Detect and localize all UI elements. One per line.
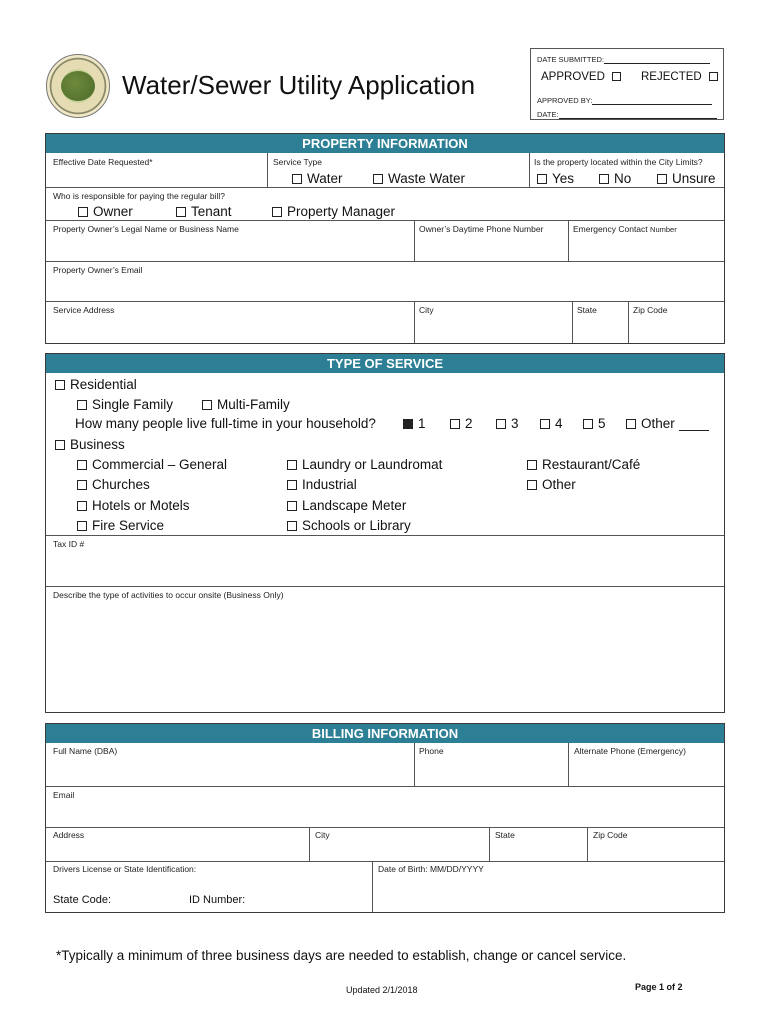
business-other[interactable]: Other: [527, 477, 576, 492]
activities-field[interactable]: [48, 602, 722, 710]
alternate-phone-field[interactable]: [570, 757, 722, 784]
property-information-section: [45, 133, 725, 344]
household-3-checkbox[interactable]: [496, 419, 506, 429]
updated-date: Updated 2/1/2018: [346, 985, 418, 995]
city-limits-label: Is the property located within the City Limits?: [534, 157, 703, 167]
owner-checkbox[interactable]: [78, 207, 88, 217]
rejected-checkbox[interactable]: [709, 72, 718, 81]
owner-name-label: Property Owner’s Legal Name or Business Name: [53, 224, 239, 234]
household-4-checkbox[interactable]: [540, 419, 550, 429]
owner-phone-label: Owner’s Daytime Phone Number: [419, 224, 544, 234]
responsible-property-manager[interactable]: Property Manager: [272, 204, 395, 219]
seal-emblem: [61, 71, 95, 101]
owner-phone-field[interactable]: [416, 234, 566, 259]
billing-state-label: State: [495, 830, 515, 840]
service-address-field[interactable]: [48, 315, 412, 341]
single-family-option[interactable]: Single Family: [77, 397, 173, 412]
state-code-label: State Code:: [53, 894, 112, 906]
household-option-5[interactable]: 5: [583, 416, 606, 431]
billing-phone-field[interactable]: [416, 757, 566, 784]
business-hotels-motels[interactable]: Hotels or Motels: [77, 498, 190, 513]
water-checkbox[interactable]: [292, 174, 302, 184]
page-number: Page 1 of 2: [635, 982, 683, 992]
schools-library-checkbox[interactable]: [287, 521, 297, 531]
type-of-service-heading: TYPE OF SERVICE: [46, 354, 724, 373]
industrial-checkbox[interactable]: [287, 480, 297, 490]
approved-option[interactable]: APPROVED: [541, 71, 626, 83]
business-other-checkbox[interactable]: [527, 480, 537, 490]
owner-name-field[interactable]: [48, 234, 412, 259]
landscape-meter-checkbox[interactable]: [287, 501, 297, 511]
household-option-2[interactable]: 2: [450, 416, 473, 431]
restaurant-cafe-checkbox[interactable]: [527, 460, 537, 470]
approved-by-label: APPROVED BY:: [537, 95, 712, 105]
date-label: DATE:: [537, 109, 717, 119]
tax-id-field[interactable]: [48, 550, 722, 585]
property-city-label: City: [419, 305, 434, 315]
billing-address-field[interactable]: [48, 840, 307, 859]
rejected-option[interactable]: REJECTED: [641, 71, 723, 83]
business-commercial-general[interactable]: Commercial – General: [77, 457, 227, 472]
business-landscape-meter[interactable]: Landscape Meter: [287, 498, 406, 513]
billing-city-field[interactable]: [311, 840, 487, 859]
hotels-motels-checkbox[interactable]: [77, 501, 87, 511]
license-label: Drivers License or State Identification:: [53, 864, 197, 874]
fire-service-checkbox[interactable]: [77, 521, 87, 531]
business-checkbox[interactable]: [55, 440, 65, 450]
service-type-waste-water[interactable]: Waste Water: [373, 171, 465, 186]
unsure-checkbox[interactable]: [657, 174, 667, 184]
tenant-checkbox[interactable]: [176, 207, 186, 217]
approved-checkbox[interactable]: [612, 72, 621, 81]
property-state-field[interactable]: [574, 315, 626, 341]
dob-label: Date of Birth: MM/DD/YYYY: [378, 864, 484, 874]
billing-zip-field[interactable]: [589, 840, 722, 859]
full-name-label: Full Name (DBA): [53, 746, 118, 756]
household-other-checkbox[interactable]: [626, 419, 636, 429]
billing-information-heading: BILLING INFORMATION: [46, 724, 724, 743]
city-limits-no[interactable]: No: [599, 171, 631, 186]
alternate-phone-label: Alternate Phone (Emergency): [574, 746, 686, 756]
multi-family-checkbox[interactable]: [202, 400, 212, 410]
business-fire-service[interactable]: Fire Service: [77, 518, 164, 533]
household-question: How many people live full-time in your household?: [75, 416, 376, 431]
business-churches[interactable]: Churches: [77, 477, 150, 492]
household-option-other[interactable]: Other: [626, 416, 709, 431]
business-schools-library[interactable]: Schools or Library: [287, 518, 411, 533]
responsible-owner[interactable]: Owner: [78, 204, 133, 219]
billing-state-field[interactable]: [491, 840, 585, 859]
multi-family-option[interactable]: Multi-Family: [202, 397, 290, 412]
tax-id-label: Tax ID #: [53, 539, 85, 549]
city-seal-logo: [46, 54, 110, 118]
billing-phone-label: Phone: [419, 746, 444, 756]
date-submitted-label: DATE SUBMITTED:: [537, 54, 710, 64]
business-option[interactable]: Business: [55, 437, 125, 452]
yes-checkbox[interactable]: [537, 174, 547, 184]
owner-email-label: Property Owner’s Email: [53, 265, 143, 275]
household-2-checkbox[interactable]: [450, 419, 460, 429]
billing-address-label: Address: [53, 830, 85, 840]
responsible-tenant[interactable]: Tenant: [176, 204, 232, 219]
residential-option[interactable]: Residential: [55, 377, 137, 392]
office-use-box: [530, 48, 724, 120]
property-zip-label: Zip Code: [633, 305, 668, 315]
single-family-checkbox[interactable]: [77, 400, 87, 410]
churches-checkbox[interactable]: [77, 480, 87, 490]
emergency-contact-label: Emergency Contact Number: [573, 224, 677, 234]
type-of-service-section: [45, 353, 725, 713]
city-limits-yes[interactable]: Yes: [537, 171, 574, 186]
city-limits-unsure[interactable]: Unsure: [657, 171, 716, 186]
responsible-label: Who is responsible for paying the regular bill?: [53, 191, 225, 201]
footer-note: *Typically a minimum of three business days are needed to establish, change or cancel service.: [56, 948, 627, 963]
property-manager-checkbox[interactable]: [272, 207, 282, 217]
billing-city-label: City: [315, 830, 330, 840]
billing-information-section: [45, 723, 725, 913]
laundry-checkbox[interactable]: [287, 460, 297, 470]
waste-water-checkbox[interactable]: [373, 174, 383, 184]
activities-label: Describe the type of activities to occur onsite (Business Only): [53, 590, 284, 600]
id-number-field[interactable]: [251, 890, 369, 910]
service-address-label: Service Address: [53, 305, 115, 315]
household-5-checkbox[interactable]: [583, 419, 593, 429]
business-restaurant-cafe[interactable]: Restaurant/Café: [527, 457, 640, 472]
state-code-field[interactable]: [116, 890, 184, 910]
dob-field[interactable]: [374, 876, 722, 910]
billing-email-field[interactable]: [48, 801, 722, 825]
id-number-label: ID Number:: [189, 894, 246, 906]
no-checkbox[interactable]: [599, 174, 609, 184]
commercial-general-checkbox[interactable]: [77, 460, 87, 470]
owner-email-field[interactable]: [48, 275, 722, 300]
business-laundry[interactable]: Laundry or Laundromat: [287, 457, 442, 472]
residential-checkbox[interactable]: [55, 380, 65, 390]
property-city-field[interactable]: [416, 315, 570, 341]
service-type-water[interactable]: Water: [292, 171, 343, 186]
household-1-checkbox[interactable]: [403, 419, 413, 429]
property-state-label: State: [577, 305, 597, 315]
billing-zip-label: Zip Code: [593, 830, 628, 840]
emergency-contact-field[interactable]: [570, 234, 722, 259]
service-type-label: Service Type: [273, 157, 322, 167]
household-option-3[interactable]: 3: [496, 416, 519, 431]
household-option-1[interactable]: 1: [403, 416, 426, 431]
full-name-field[interactable]: [48, 757, 412, 784]
form-title: Water/Sewer Utility Application: [122, 70, 476, 100]
billing-email-label: Email: [53, 790, 75, 800]
property-zip-field[interactable]: [630, 315, 722, 341]
effective-date-label: Effective Date Requested*: [53, 157, 153, 167]
business-industrial[interactable]: Industrial: [287, 477, 357, 492]
household-option-4[interactable]: 4: [540, 416, 563, 431]
property-information-heading: PROPERTY INFORMATION: [46, 134, 724, 153]
